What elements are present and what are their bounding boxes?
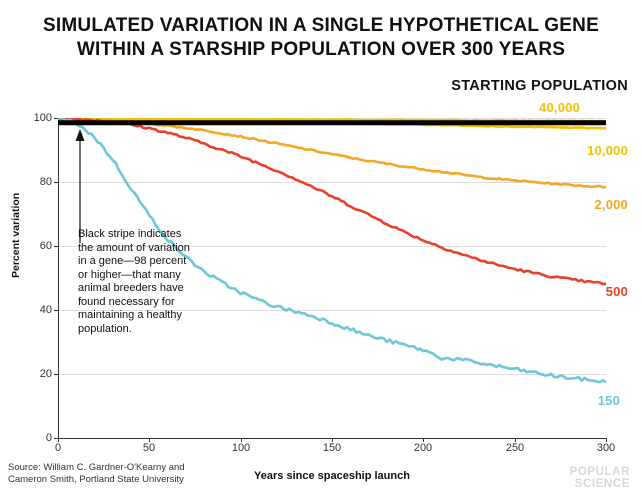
x-tick-label: 50 xyxy=(142,442,156,454)
x-tick-label: 100 xyxy=(231,442,251,454)
x-axis-label: Years since spaceship launch xyxy=(254,470,410,482)
y-tick-label: 60 xyxy=(39,240,52,252)
series-label-2000: 2,000 xyxy=(594,197,628,212)
x-tick-label: 250 xyxy=(505,442,525,454)
source-note xyxy=(8,462,185,486)
legend-heading: STARTING POPULATION xyxy=(451,78,628,94)
y-tick-label: 20 xyxy=(39,368,52,380)
x-tick-label: 150 xyxy=(322,442,342,454)
y-tick-label: 80 xyxy=(39,176,52,188)
series-label-500: 500 xyxy=(605,284,628,299)
annotation-text: Black stripe indicates the amount of variation in a gene—98 percent or higher—that many animal breeders have found necessary for maintaining a healthy population. xyxy=(78,228,190,335)
y-axis-label: Percent variation xyxy=(10,192,22,278)
y-tick-label: 100 xyxy=(33,112,52,124)
page-title-line-1: SIMULATED VARIATION IN A SINGLE HYPOTHETICAL GENE xyxy=(43,15,599,36)
x-tick-label: 300 xyxy=(596,442,616,454)
y-tick-label: 40 xyxy=(39,304,52,316)
brand-line-2: SCIENCE xyxy=(574,478,630,490)
page-title-line-2: WITHIN A STARSHIP POPULATION OVER 300 YEARS xyxy=(76,39,566,60)
source-line-2: Cameron Smith, Portland State University xyxy=(8,474,184,485)
series-label-10000: 10,000 xyxy=(587,143,628,158)
y-tick-label: 0 xyxy=(45,432,52,444)
series-label-40000: 40,000 xyxy=(539,100,580,115)
page-title xyxy=(0,14,642,62)
brand-line-1: POPULAR xyxy=(569,466,630,478)
brand-logo xyxy=(570,466,630,490)
series-label-150: 150 xyxy=(597,393,620,408)
x-tick-label: 200 xyxy=(413,442,433,454)
series-line-2-000 xyxy=(58,118,606,187)
source-line-1: Source: William C. Gardner-O'Kearny and xyxy=(8,462,185,473)
x-tick-label: 0 xyxy=(54,442,62,454)
annotation-arrow-icon xyxy=(60,125,100,245)
